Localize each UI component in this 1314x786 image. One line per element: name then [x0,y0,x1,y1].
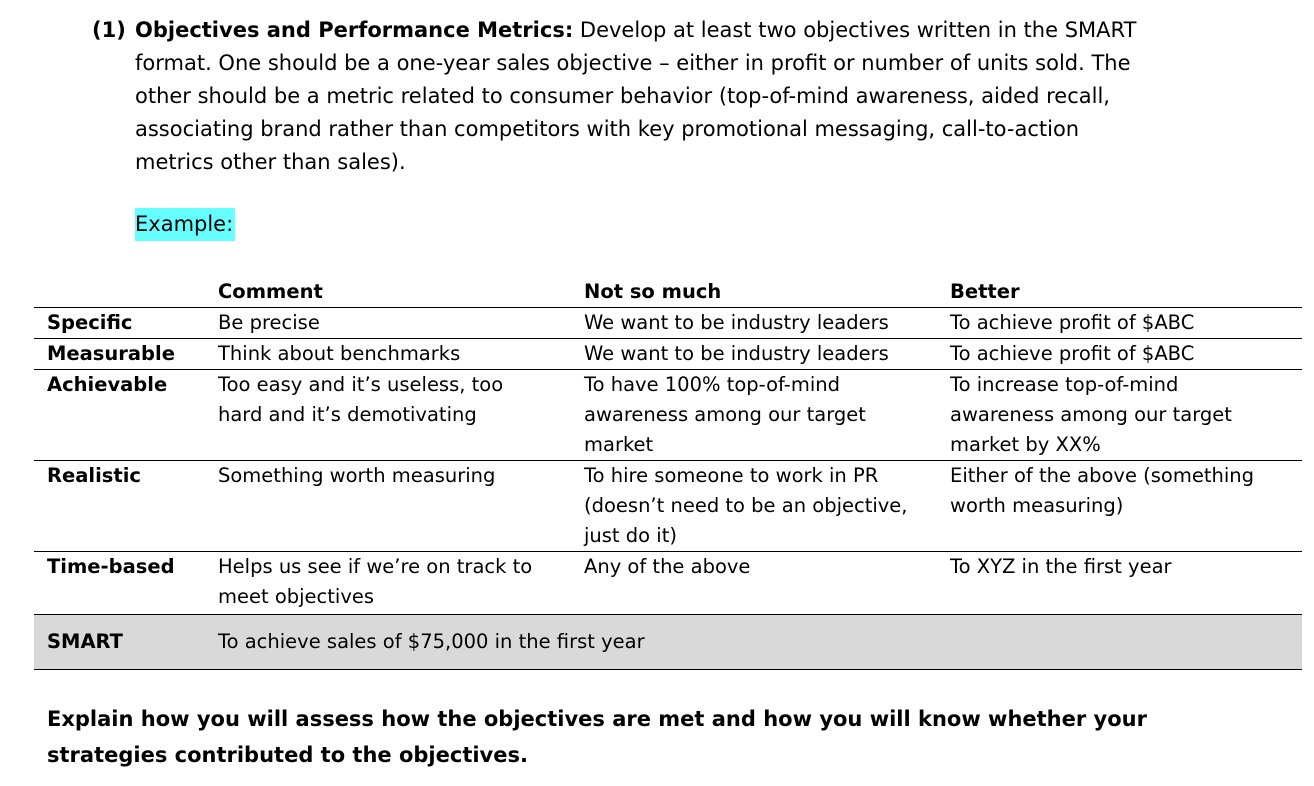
closing-line: Explain how you will assess how the objectives are met and how you will know whether your [47,707,1147,731]
cell-line: Too easy and it’s useless, too [218,373,504,396]
cell-line: Be precise [218,311,320,334]
cell-line: Any of the above [584,555,751,578]
closing-line: strategies contributed to the objectives. [47,743,528,767]
section-body [135,14,1202,179]
header-cell-blank [34,275,205,308]
section-heading: Objectives and Performance Metrics: [135,18,574,42]
not-so-much-cell [571,552,937,615]
better-cell [937,308,1302,339]
table-row [34,308,1302,339]
row-label-achievable: Achievable [34,370,205,461]
table-row [34,552,1302,615]
cell-line: Think about benchmarks [218,342,461,365]
cell-line: worth measuring) [950,494,1124,517]
header-comment: Comment [205,275,571,308]
cell-line: To have 100% top-of-mind [584,373,840,396]
not-so-much-cell [571,370,937,461]
row-label-specific: Specific [34,308,205,339]
cell-line: market [584,433,654,456]
better-cell [937,552,1302,615]
cell-line: awareness among our target [584,403,866,426]
row-label-realistic: Realistic [34,461,205,552]
cell-line: To XYZ in the first year [950,555,1172,578]
smart-summary-row [34,615,1302,670]
comment-cell [205,370,571,461]
cell-line: Helps us see if we’re on track to [218,555,533,578]
comment-cell [205,339,571,370]
section-text-line: associating brand rather than competitors with key promotional messaging, call-to-action [135,117,1080,141]
section-text-line: Develop at least two objectives written in the SMART [573,18,1137,42]
row-label-time-based: Time-based [34,552,205,615]
not-so-much-cell [571,339,937,370]
comment-cell [205,308,571,339]
section-number: (1) [92,18,126,42]
cell-line: awareness among our target [950,403,1232,426]
cell-line: To achieve profit of $ABC [950,311,1195,334]
section-text-line: format. One should be a one-year sales objective – either in profit or number of units sold. The [135,51,1131,75]
smart-summary-text: To achieve sales of $75,000 in the first year [205,615,1302,670]
better-cell [937,339,1302,370]
section-objectives [92,14,1202,179]
cell-line: To achieve profit of $ABC [950,342,1195,365]
not-so-much-cell [571,308,937,339]
cell-line: hard and it’s demotivating [218,403,477,426]
not-so-much-cell [571,461,937,552]
section-text-line: other should be a metric related to consumer behavior (top-of-mind awareness, aided recall, [135,84,1110,108]
table-row [34,370,1302,461]
table-row [34,461,1302,552]
section-text-line: metrics other than sales). [135,150,406,174]
closing-instruction [47,701,1197,773]
table-header-row [34,275,1302,308]
comment-cell [205,552,571,615]
table-row [34,339,1302,370]
comment-cell [205,461,571,552]
cell-line: We want to be industry leaders [584,311,889,334]
better-cell [937,370,1302,461]
example-label: Example: [135,208,235,241]
cell-line: market by XX% [950,433,1101,456]
cell-line: Something worth measuring [218,464,496,487]
cell-line: We want to be industry leaders [584,342,889,365]
cell-line: To hire someone to work in PR [584,464,879,487]
header-better: Better [937,275,1302,308]
smart-objectives-table [34,275,1302,670]
cell-line: meet objectives [218,585,375,608]
cell-line: Either of the above (something [950,464,1254,487]
cell-line: just do it) [584,524,677,547]
cell-line: (doesn’t need to be an objective, [584,494,908,517]
cell-line: To increase top-of-mind [950,373,1179,396]
better-cell [937,461,1302,552]
row-label-measurable: Measurable [34,339,205,370]
row-label-smart: SMART [34,615,205,670]
header-not-so-much: Not so much [571,275,937,308]
